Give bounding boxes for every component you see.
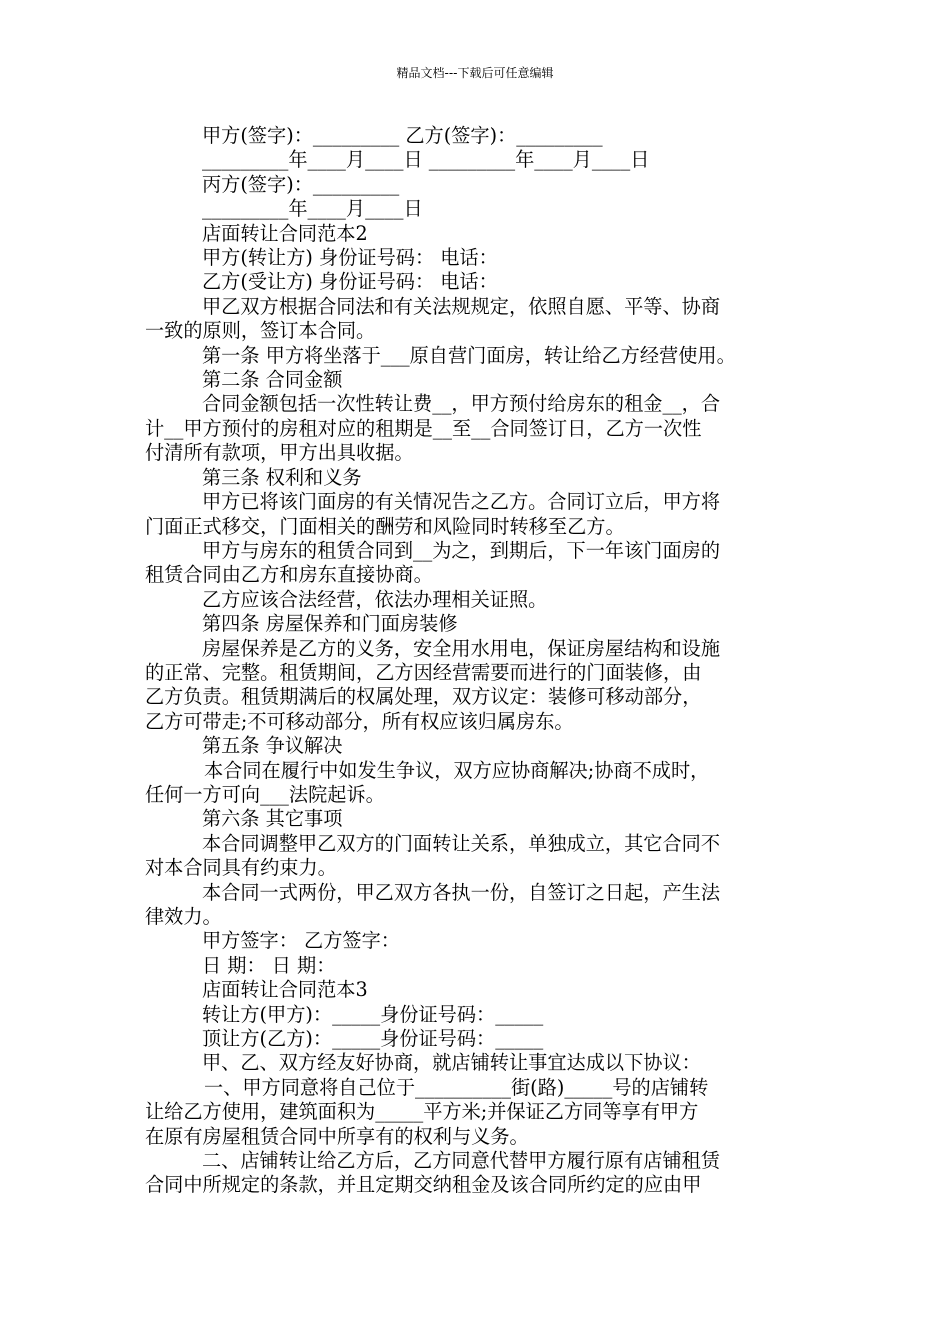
text-line: 二、店铺转让给乙方后，乙方同意代替甲方履行原有店铺租赁 xyxy=(202,1149,721,1173)
text-line: 甲、乙、双方经友好协商，就店铺转让事宜达成以下协议： xyxy=(202,1051,701,1075)
text-line: 日 期： 日 期： xyxy=(202,953,336,977)
text-line: 甲方签字： 乙方签字： xyxy=(202,929,400,953)
text-line: 第三条 权利和义务 xyxy=(202,465,362,489)
text-line: 在原有房屋租赁合同中所享有的权利与义务。 xyxy=(145,1124,529,1148)
text-line: 甲方(签字)：_________ 乙方(签字)：_________ xyxy=(202,124,603,147)
text-line: 乙方可带走;不可移动部分，所有权应该归属房东。 xyxy=(145,709,574,733)
text-line: 对本合同具有约束力。 xyxy=(145,856,337,880)
text-line: 本合同一式两份，甲乙双方各执一份，自签订之日起，产生法 xyxy=(202,880,721,904)
text-line: 门面正式移交，门面相关的酬劳和风险同时转移至乙方。 xyxy=(145,514,625,538)
text-line: 让给乙方使用，建筑面积为_____平方米;并保证乙方同等享有甲方 xyxy=(145,1100,699,1124)
text-line: 合同中所规定的条款，并且定期交纳租金及该合同所约定的应由甲 xyxy=(145,1173,702,1197)
text-line: 乙方负责。租赁期满后的权属处理，双方议定：装修可移动部分， xyxy=(145,685,702,709)
text-line: 乙方应该合法经营，依法办理相关证照。 xyxy=(202,587,548,611)
text-line: 顶让方(乙方)：_____身份证号码：_____ xyxy=(202,1027,544,1051)
text-line: 甲方(转让方) 身份证号码： 电话： xyxy=(202,246,498,270)
text-line: 店面转让合同范本3 xyxy=(202,978,368,1002)
text-line: 转让方(甲方)：_____身份证号码：_____ xyxy=(202,1002,544,1026)
text-line: _________年____月____日 xyxy=(202,197,423,221)
text-line: 第一条 甲方将坐落于___原自营门面房，转让给乙方经营使用。 xyxy=(202,343,736,367)
contract-body xyxy=(145,124,815,1198)
text-line: 本合同调整甲乙双方的门面转让关系，单独成立，其它合同不 xyxy=(202,831,721,855)
text-line: 甲乙双方根据合同法和有关法规规定，依照自愿、平等、协商 xyxy=(202,294,721,318)
page-header: 精品文档---下载后可任意编辑 xyxy=(396,66,554,80)
text-line: 租赁合同由乙方和房东直接协商。 xyxy=(145,563,433,587)
text-line: 甲方与房东的租赁合同到__为之，到期后，下一年该门面房的 xyxy=(202,538,721,562)
text-line: 的正常、完整。租赁期间，乙方因经营需要而进行的门面装修，由 xyxy=(145,660,702,684)
text-line: 店面转让合同范本2 xyxy=(202,221,368,245)
text-line: 第五条 争议解决 xyxy=(202,734,343,758)
text-line: 付清所有款项，甲方出具收据。 xyxy=(145,441,414,465)
text-line: 本合同在履行中如发生争议，双方应协商解决;协商不成时， xyxy=(204,758,710,782)
text-line: 第二条 合同金额 xyxy=(202,368,343,392)
text-line: 一致的原则，签订本合同。 xyxy=(145,319,376,343)
text-line: 合同金额包括一次性转让费__，甲方预付给房东的租金__，合 xyxy=(202,392,721,416)
text-line: 甲方已将该门面房的有关情况告之乙方。合同订立后，甲方将 xyxy=(202,490,721,514)
text-line: 一、甲方同意将自己位于__________街(路)_____号的店铺转 xyxy=(204,1075,709,1099)
text-line: 房屋保养是乙方的义务，安全用水用电，保证房屋结构和设施 xyxy=(202,636,721,660)
text-line: 第六条 其它事项 xyxy=(202,807,343,831)
text-line: 律效力。 xyxy=(145,905,222,928)
text-line: 任何一方可向___法院起诉。 xyxy=(145,782,385,806)
text-line: 乙方(受让方) 身份证号码： 电话： xyxy=(202,270,498,294)
text-line: 丙方(签字)：_________ xyxy=(202,172,400,196)
text-line: _________年____月____日 _________年____月____日 xyxy=(202,148,650,172)
text-line: 计__甲方预付的房租对应的租期是__至__合同签订日，乙方一次性 xyxy=(145,416,702,440)
text-line: 第四条 房屋保养和门面房装修 xyxy=(202,612,458,636)
